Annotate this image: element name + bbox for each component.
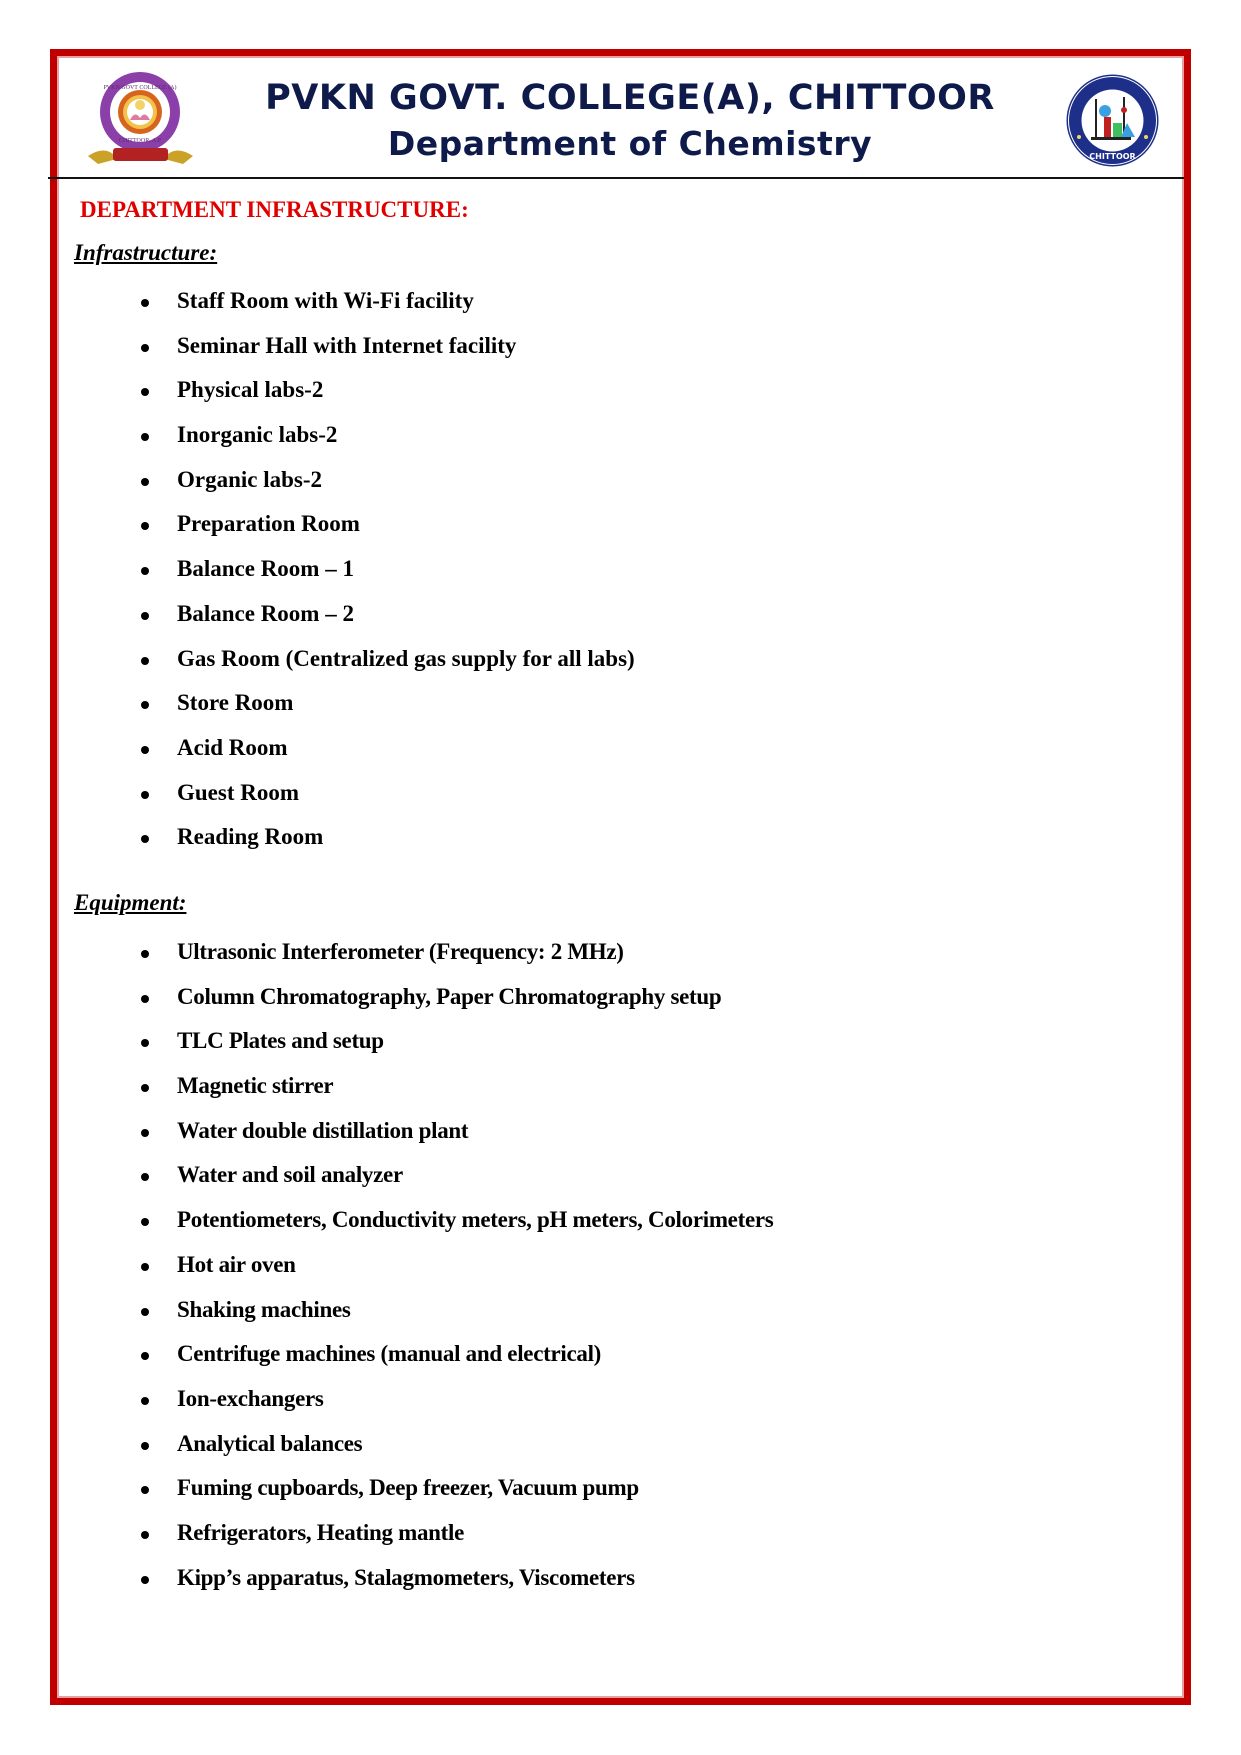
list-item-text: Preparation Room xyxy=(177,511,360,537)
list-item-text: Water and soil analyzer xyxy=(177,1162,403,1188)
list-item-text: Balance Room – 2 xyxy=(177,600,354,626)
bullet-icon xyxy=(141,478,149,486)
list-item-text: Ion-exchangers xyxy=(177,1385,324,1411)
bullet-icon xyxy=(141,1576,149,1584)
bullet-icon xyxy=(141,344,149,352)
chemistry-department-logo xyxy=(1065,73,1160,168)
bullet-icon xyxy=(141,612,149,620)
list-item-text: Potentiometers, Conductivity meters, pH meters, Colorimeters xyxy=(177,1207,774,1233)
list-item-text: Staff Room with Wi-Fi facility xyxy=(177,288,474,313)
list-item-text: Centrifuge machines (manual and electrical) xyxy=(177,1341,602,1367)
bullet-icon xyxy=(141,1263,149,1271)
bullet-icon xyxy=(141,1084,149,1092)
seal-ring-text-bottom: CHITTOOR, A.P xyxy=(118,138,162,144)
list-item-text: Inorganic labs-2 xyxy=(177,422,338,448)
list-item-text: Store Room xyxy=(177,690,294,716)
bullet-icon xyxy=(141,791,149,799)
list-item-text: Column Chromatography, Paper Chromatography setup xyxy=(177,983,722,1009)
list-item-text: Refrigerators, Heating mantle xyxy=(177,1519,465,1545)
list-item-text: Guest Room xyxy=(177,779,300,805)
list-item-text: Seminar Hall with Internet facility xyxy=(177,332,517,358)
list-item-text: Gas Room (Centralized gas supply for all labs) xyxy=(177,645,635,671)
seal-ring-text-top: PVKN GOVT COLLEGE (A) xyxy=(103,85,177,91)
list-item-text: Reading Room xyxy=(177,824,324,850)
list-item-text: Kipp’s apparatus, Stalagmometers, Viscometers xyxy=(177,1564,635,1590)
bullet-icon xyxy=(141,950,149,958)
equipment-heading: Equipment: xyxy=(74,890,187,915)
list-item-text: Magnetic stirrer xyxy=(177,1073,334,1099)
header-divider xyxy=(48,177,1184,179)
department-name: Department of Chemistry xyxy=(387,124,873,163)
list-item-text: TLC Plates and setup xyxy=(177,1028,384,1054)
bullet-icon xyxy=(141,433,149,441)
bullet-icon xyxy=(141,995,149,1003)
bullet-icon xyxy=(141,1308,149,1316)
bullet-icon xyxy=(141,299,149,307)
bullet-icon xyxy=(141,1397,149,1405)
list-item-text: Shaking machines xyxy=(177,1296,351,1322)
bullet-icon xyxy=(141,1129,149,1137)
list-item-text: Physical labs-2 xyxy=(177,377,324,403)
list-item-text: Organic labs-2 xyxy=(177,466,323,492)
list-item-text: Fuming cupboards, Deep freezer, Vacuum pump xyxy=(177,1475,639,1501)
section-title: DEPARTMENT INFRASTRUCTURE: xyxy=(80,197,469,222)
bullet-icon xyxy=(141,657,149,665)
bullet-icon xyxy=(141,746,149,754)
list-item-text: Acid Room xyxy=(177,734,288,760)
list-item-text: Hot air oven xyxy=(177,1251,296,1277)
list-item-text: Water double distillation plant xyxy=(177,1117,469,1143)
bullet-icon xyxy=(141,1531,149,1539)
college-seal-logo xyxy=(83,68,198,173)
logo-city-text: CHITTOOR xyxy=(1089,152,1136,161)
college-name: PVKN GOVT. COLLEGE(A), CHITTOOR xyxy=(265,78,995,118)
list-item-text: Analytical balances xyxy=(177,1430,363,1456)
bullet-icon xyxy=(141,1442,149,1450)
infrastructure-heading: Infrastructure: xyxy=(74,240,218,265)
list-item-text: Ultrasonic Interferometer (Frequency: 2 MHz) xyxy=(177,939,624,964)
list-item-text: Balance Room – 1 xyxy=(177,556,354,582)
